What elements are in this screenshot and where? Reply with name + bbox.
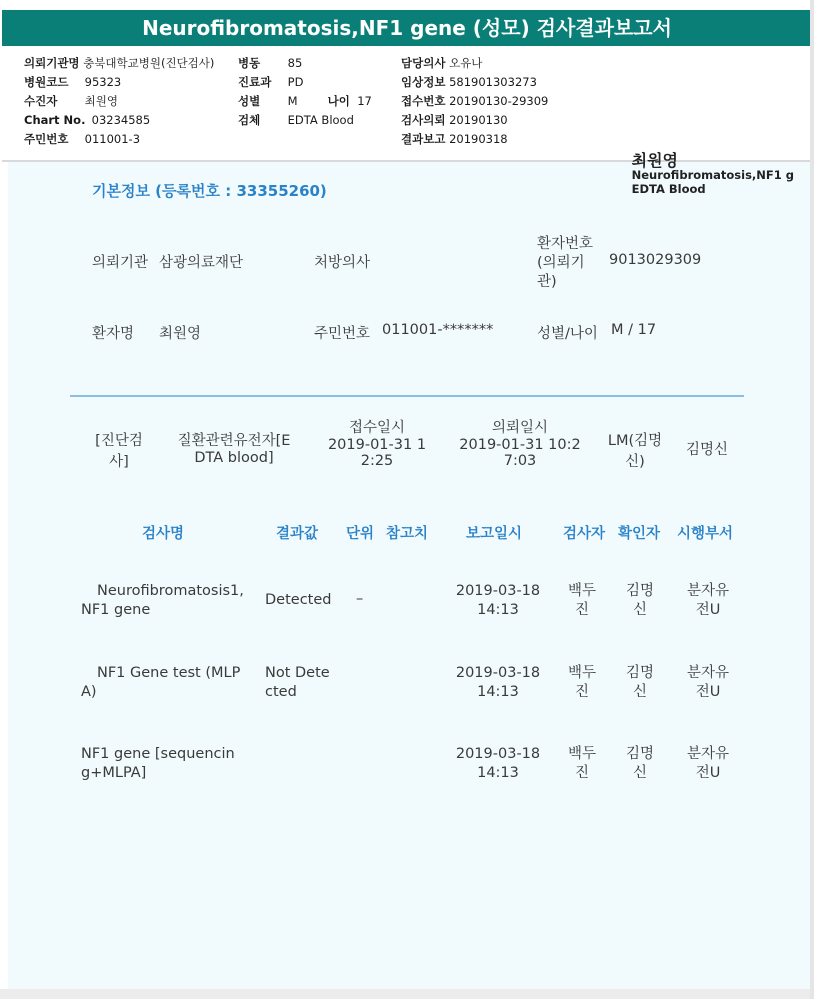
row2-result-line-2: cted — [265, 684, 297, 700]
row1-tester-line-1: 백두 — [567, 583, 596, 599]
chart-no-value: 03234585 — [91, 113, 151, 127]
received-datetime — [313, 416, 441, 469]
row2-checker-line-2: 신 — [632, 684, 647, 700]
institution-label: 의뢰기관명 — [24, 56, 80, 70]
row2-tester — [560, 664, 604, 702]
patient-no-label-3: 관) — [537, 274, 557, 290]
row1-dept — [676, 582, 740, 620]
row1-date-line-1: 2019-03-18 — [455, 583, 541, 599]
accession-value: 20190130-29309 — [449, 94, 549, 108]
row3-date-line-1: 2019-03-18 — [455, 746, 541, 762]
report-date-value: 20190318 — [449, 132, 508, 146]
row2-date-line-2: 14:13 — [477, 684, 519, 700]
requested-line-1: 2019-01-31 10:2 — [459, 437, 581, 453]
row2-checker — [618, 664, 662, 702]
received-label: 접수일시 — [348, 420, 406, 436]
ordering-doctor-label: 처방의사 — [314, 255, 371, 271]
row1-name-line-1: Neurofibromatosis1, — [97, 583, 244, 599]
section-divider — [70, 395, 744, 397]
col-checker: 확인자 — [618, 526, 661, 542]
requested-datetime — [448, 416, 592, 469]
lm-line-2: 신) — [625, 454, 645, 470]
header-col1 — [24, 54, 214, 149]
ssn-label: 주민번호 — [24, 132, 69, 146]
row3-date-line-2: 14:13 — [477, 765, 519, 781]
ssn-label-scan: 주민번호 — [314, 326, 371, 342]
specimen-value: EDTA Blood — [287, 113, 354, 127]
row3-checker-line-1: 김명 — [625, 746, 654, 762]
col-unit: 단위 — [346, 526, 375, 542]
row3-dept — [676, 745, 740, 783]
corner-line-2: EDTA Blood — [631, 182, 706, 196]
ward-label: 병동 — [238, 56, 261, 70]
request-date-label: 검사의뢰 — [401, 113, 446, 127]
row1-tester — [560, 582, 604, 620]
confirming-doctor: 김명신 — [686, 442, 729, 458]
order-type-line-1: 질환관련유전자[E — [177, 433, 291, 449]
ward-value: 85 — [287, 56, 303, 70]
order-dept — [84, 429, 154, 471]
row3-dept-line-1: 분자유 — [686, 746, 730, 762]
scrollbar-track[interactable] — [810, 0, 814, 999]
patient-name-value: 최원영 — [159, 326, 202, 342]
patient-no-value: 9013029309 — [609, 252, 702, 268]
row2-result-line-1: Not Dete — [265, 665, 330, 681]
row1-dept-line-2: 전U — [695, 602, 721, 618]
scanned-report — [8, 151, 814, 989]
row2-tester-line-2: 진 — [574, 684, 589, 700]
clinical-info-value: 581901303273 — [449, 75, 537, 89]
row3-report-date — [448, 745, 548, 783]
received-line-2: 2:25 — [360, 453, 394, 469]
col-test-name: 검사명 — [141, 526, 185, 542]
row2-name-line-1: NF1 Gene test (MLP — [97, 665, 241, 681]
hospital-code-label: 병원코드 — [24, 75, 69, 89]
header-col2 — [238, 54, 372, 130]
row2-report-date — [448, 664, 548, 702]
corner-label — [631, 151, 794, 196]
col-reference: 참고치 — [386, 526, 429, 542]
row1-name-line-2: NF1 gene — [81, 602, 151, 618]
row1-checker-line-1: 김명 — [625, 583, 654, 599]
institution-label-scan: 의뢰기관 — [92, 255, 149, 271]
dept-label: 진료과 — [238, 75, 272, 89]
order-dept-line-2: 사] — [109, 454, 129, 470]
row2-tester-line-1: 백두 — [567, 665, 596, 681]
basic-info-title: 기본정보 (등록번호 : 33355260) — [92, 182, 327, 200]
col-dept: 시행부서 — [677, 526, 734, 542]
report-title: Neurofibromatosis,NF1 gene (성모) 검사결과보고서 — [2, 10, 812, 46]
lm-doctor — [600, 429, 670, 471]
requested-line-2: 7:03 — [503, 453, 537, 469]
row3-checker — [618, 745, 662, 783]
chart-no-label: Chart No. — [24, 113, 86, 127]
sex-value: M — [287, 94, 298, 108]
sex-label: 성별 — [238, 94, 261, 108]
row3-test-name — [81, 745, 235, 783]
request-date-value: 20190130 — [449, 113, 508, 127]
accession-label: 접수번호 — [401, 94, 446, 108]
col-report-date: 보고일시 — [466, 526, 523, 542]
row2-checker-line-1: 김명 — [625, 665, 654, 681]
col-tester: 검사자 — [563, 526, 606, 542]
patient-no-label-2: (의뢰기 — [537, 255, 585, 271]
row3-name-line-1: NF1 gene [sequencin — [81, 746, 235, 762]
row1-result: Detected — [265, 592, 332, 608]
row1-checker — [618, 582, 662, 620]
patient-name-label: 환자명 — [92, 326, 135, 342]
physician-value: 오유나 — [449, 56, 483, 70]
sex-age-value: M / 17 — [611, 322, 657, 338]
row3-tester — [560, 745, 604, 783]
dept-value: PD — [287, 75, 304, 89]
row2-dept-line-2: 전U — [695, 684, 721, 700]
row2-date-line-1: 2019-03-18 — [455, 665, 541, 681]
hospital-code-value: 95323 — [84, 75, 122, 89]
row3-tester-line-1: 백두 — [567, 746, 596, 762]
corner-line-1: Neurofibromatosis,NF1 g — [631, 168, 794, 182]
ssn-value-scan: 011001-******* — [382, 322, 494, 338]
row3-dept-line-2: 전U — [695, 765, 721, 781]
row1-date-line-2: 14:13 — [477, 602, 519, 618]
lm-line-1: LM(김명 — [607, 433, 663, 449]
age-label: 나이 — [327, 94, 350, 108]
clinical-info-label: 임상정보 — [401, 75, 446, 89]
patient-value: 최원영 — [84, 94, 118, 108]
received-line-1: 2019-01-31 1 — [327, 437, 427, 453]
requested-label: 의뢰일시 — [491, 420, 549, 436]
row2-dept-line-1: 분자유 — [686, 665, 730, 681]
row3-name-line-2: g+MLPA] — [81, 765, 147, 781]
specimen-label: 검체 — [238, 113, 261, 127]
row1-dept-line-1: 분자유 — [686, 583, 730, 599]
col-result: 결과값 — [276, 526, 319, 542]
order-type — [164, 429, 304, 466]
age-value: 17 — [357, 94, 372, 108]
row2-dept — [676, 664, 740, 702]
physician-label: 담당의사 — [401, 56, 446, 70]
institution-value-scan: 삼광의료재단 — [159, 255, 244, 271]
patient-label: 수진자 — [24, 94, 58, 108]
sex-age-label: 성별/나이 — [537, 326, 598, 342]
institution-value: 충북대학교병원(진단검사) — [83, 56, 215, 70]
row2-name-line-2: A) — [81, 684, 97, 700]
patient-no-label-1: 환자번호 — [537, 236, 594, 252]
row1-checker-line-2: 신 — [632, 602, 647, 618]
ssn-value: 011001-3 — [84, 132, 141, 146]
report-date-label: 결과보고 — [401, 132, 446, 146]
row1-test-name — [81, 582, 244, 620]
header-col3 — [401, 54, 548, 149]
corner-cut-text: 최원영 — [631, 151, 678, 170]
row1-tester-line-2: 진 — [574, 602, 589, 618]
order-dept-line-1: [진단검 — [95, 433, 143, 449]
row3-tester-line-2: 진 — [574, 765, 589, 781]
row1-report-date — [448, 582, 548, 620]
row2-test-name — [81, 664, 240, 702]
order-type-line-2: DTA blood] — [194, 450, 274, 466]
row1-unit: – — [356, 591, 364, 607]
row3-checker-line-2: 신 — [632, 765, 647, 781]
row2-result — [265, 664, 330, 702]
page-bottom-bar — [0, 989, 814, 999]
